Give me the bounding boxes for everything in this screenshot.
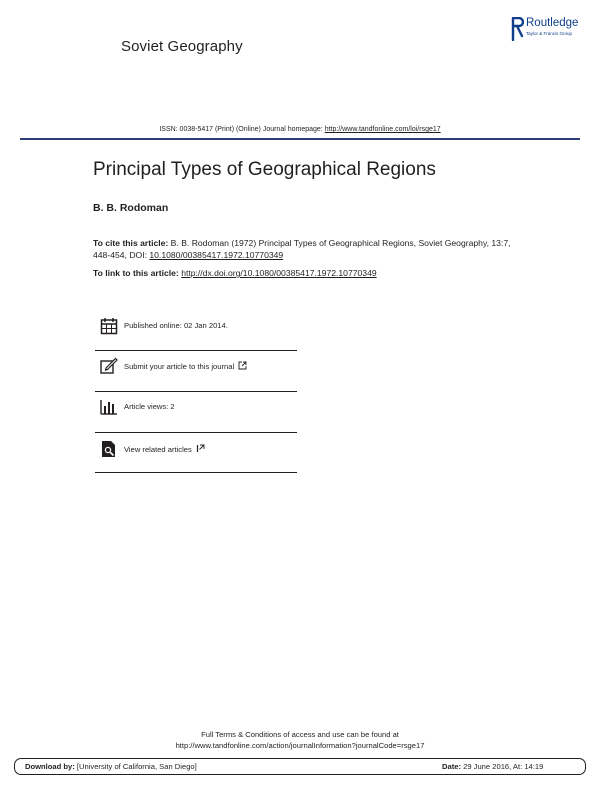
view-related-label: View related articles	[124, 445, 192, 454]
routledge-logo[interactable]	[511, 17, 591, 43]
submit-article-link[interactable]	[124, 361, 247, 371]
header-divider	[20, 138, 580, 140]
journal-homepage-link[interactable]: http://www.tandfonline.com/loi/rsge17	[324, 126, 441, 133]
link-block	[93, 268, 377, 278]
citation-block	[93, 237, 513, 261]
bar-chart-icon	[100, 398, 118, 416]
published-row	[97, 317, 297, 357]
article-doi-link[interactable]: http://dx.doi.org/10.1080/00385417.1972.10770349	[181, 268, 377, 278]
article-views: Article views: 2	[124, 402, 175, 411]
download-date-value: 29 June 2016, At: 14:19	[461, 762, 544, 771]
related-row[interactable]	[97, 440, 297, 480]
edit-icon	[100, 357, 118, 375]
article-author: B. B. Rodoman	[93, 202, 169, 214]
downloaded-by	[25, 762, 197, 771]
calendar-icon	[100, 317, 118, 335]
row-divider	[95, 391, 297, 392]
external-link-icon	[238, 361, 247, 370]
terms-line: Full Terms & Conditions of access and use can be found at	[201, 730, 399, 739]
article-title: Principal Types of Geographical Regions	[93, 159, 436, 180]
issn-line	[0, 126, 600, 133]
citation-label: To cite this article:	[93, 238, 169, 248]
row-divider	[95, 350, 297, 351]
published-date: Published online: 02 Jan 2014.	[124, 321, 228, 330]
view-related-link[interactable]	[124, 444, 205, 454]
logo-tagline: Taylor & Francis Group	[526, 31, 573, 36]
logo-brand-text: Routledge	[526, 17, 579, 29]
issn-text: ISSN: 0038-5417 (Print) (Online) Journal homepage:	[159, 126, 325, 133]
download-date-label: Date:	[442, 762, 461, 771]
terms-url[interactable]: http://www.tandfonline.com/action/journalInformation?journalCode=rsge17	[175, 741, 425, 750]
citation-text: B. B. Rodoman (1972) Principal Types of Geographical Regions, Soviet Geography, 13:7, 448-454, DOI:	[93, 238, 511, 260]
citation-doi-link[interactable]: 10.1080/00385417.1972.10770349	[149, 250, 284, 260]
download-date	[442, 762, 543, 771]
download-info-box	[14, 758, 586, 775]
downloaded-by-label: Download by:	[25, 762, 75, 771]
terms-notice	[0, 729, 600, 751]
submit-article-label: Submit your article to this journal	[124, 362, 235, 371]
journal-name: Soviet Geography	[121, 38, 243, 55]
row-divider	[95, 432, 297, 433]
downloaded-by-value: [University of California, San Diego]	[74, 762, 197, 771]
row-divider	[95, 472, 297, 473]
link-label: To link to this article:	[93, 268, 179, 278]
routledge-logo-icon	[511, 17, 524, 41]
document-search-icon	[100, 440, 118, 458]
external-link-icon	[196, 444, 205, 453]
